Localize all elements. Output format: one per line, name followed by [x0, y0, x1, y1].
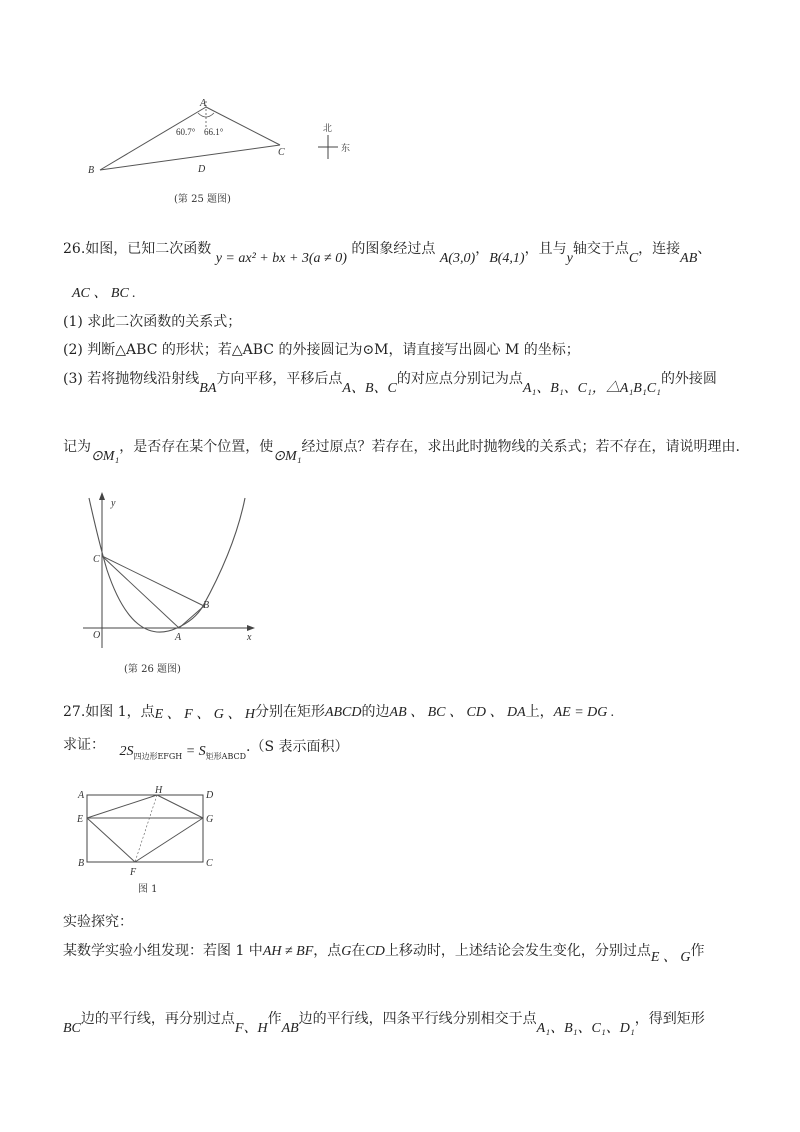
segment-ac — [206, 107, 280, 145]
q26-sub3 — [63, 370, 717, 396]
label-e: E — [77, 814, 84, 825]
label-o: O — [93, 630, 101, 641]
label-f: F — [130, 867, 137, 878]
q27-para2-bc: BC — [63, 1021, 81, 1036]
q26-sub3-pts1: A₁、B₁、C₁，△A₁B₁C₁ — [522, 381, 661, 396]
q26-number: 26. — [63, 241, 86, 257]
q27-para1-cd: CD — [365, 944, 385, 959]
q27-proof-sub-r: 矩形ABCD — [205, 752, 247, 761]
q27-abcd: ABCD — [324, 705, 362, 720]
label-g: G — [206, 814, 214, 825]
q27-para1d: 上移动时，上述结论会发生变化，分别过点 — [384, 943, 651, 959]
q26-text5: ，连接 — [638, 241, 681, 257]
label-x: x — [247, 632, 252, 643]
q27-para1e: 作 — [690, 943, 705, 959]
q27-cond: AE = DG . — [553, 705, 615, 720]
q26-sub1: (1) 求此二次函数的关系式； — [63, 314, 242, 330]
q27-text1: 如图 1，点 — [85, 704, 155, 720]
label-d: D — [206, 790, 214, 801]
q27-sides: AB 、 BC 、 CD 、 DA — [389, 705, 526, 720]
segment-ca — [102, 556, 179, 628]
q27-para1 — [63, 942, 705, 965]
q26-ab: AB — [680, 251, 698, 266]
label-b: B — [203, 600, 210, 611]
q26-m1-b: ⊙M₁ — [273, 449, 302, 464]
label-h: H — [155, 785, 163, 796]
q26-m1-a: ⊙M₁ — [91, 449, 120, 464]
q26-text3: ，且与 — [524, 241, 567, 257]
figure-25-caption: (第 25 题图) — [174, 194, 231, 205]
q27-para2c: 边的平行线，四条平行线分别相交于点 — [298, 1011, 537, 1027]
angle-right-label: 66.1° — [204, 127, 224, 137]
x-axis-arrow — [247, 625, 255, 631]
q27-line1 — [63, 703, 614, 722]
angle-left-label: 60.7° — [176, 127, 196, 137]
label-a: A — [78, 790, 85, 801]
q26-sub3a: (3) 若将抛物线沿射线 — [63, 371, 200, 387]
q27-para1-ah: AH ≠ BF — [262, 944, 314, 959]
q27-number: 27. — [63, 704, 86, 720]
segment-eh — [87, 795, 157, 818]
q26-sep: ， — [475, 241, 490, 257]
q27-proof-note: .（S 表示面积） — [246, 739, 349, 755]
segment-fg — [135, 818, 203, 862]
label-c: C — [278, 147, 285, 158]
figure-1-caption: 图 1 — [138, 884, 158, 895]
segment-ef — [87, 818, 135, 862]
label-b: B — [88, 165, 95, 176]
q26-text1: 如图，已知二次函数 — [85, 241, 212, 257]
q27-points: E 、 F 、 G 、 H — [154, 707, 255, 722]
q26-sub3-ba: BA — [199, 381, 217, 396]
q26-sub3b: 方向平移，平移后点 — [216, 371, 343, 387]
q27-para2b: 作 — [267, 1011, 282, 1027]
label-a: A — [175, 632, 182, 643]
q27-text2: 分别在矩形 — [254, 704, 325, 720]
q27-text3: 的边 — [361, 704, 390, 720]
y-axis-arrow — [99, 492, 105, 500]
q26-dun: 、 — [697, 241, 712, 257]
q27-para1b: ，点 — [313, 943, 342, 959]
q27-para1a: 某数学实验小组发现：若图 1 中 — [63, 943, 263, 959]
segment-hg — [157, 795, 203, 818]
q26-line1 — [63, 240, 712, 266]
segment-bc — [100, 145, 280, 170]
segment-ab — [100, 107, 206, 170]
q27-para1-g: G — [341, 944, 352, 959]
q26-line4c: 经过原点？若存在，求出此时抛物线的关系式；若不存在，请说明理由. — [301, 439, 740, 455]
compass-east: 东 — [341, 143, 351, 153]
label-y: y — [111, 498, 116, 509]
figure-25 — [80, 95, 380, 205]
q27-para1c: 在 — [351, 943, 366, 959]
q26-point-a: A(3,0) — [439, 251, 476, 266]
q26-text2: 的图象经过点 — [351, 241, 436, 257]
label-d: D — [198, 164, 206, 175]
q26-sub2: (2) 判断△ABC 的形状；若△ABC 的外接圆记为⊙M，请直接写出圆心 M 的坐标； — [63, 342, 580, 358]
q26-c: C — [628, 251, 639, 266]
label-c: C — [93, 554, 100, 565]
q26-point-b: B(4,1) — [489, 251, 525, 266]
figure-26-caption: (第 26 题图) — [124, 664, 181, 675]
q26-formula: y = ax² + bx + 3(a ≠ 0) — [215, 251, 347, 266]
q27-para1-eg: E 、 G — [650, 950, 691, 965]
q26-line2: AC 、 BC . — [72, 286, 136, 301]
figure-1 — [75, 785, 225, 890]
segment-hf — [135, 795, 157, 862]
q26-line4a: 记为 — [63, 439, 91, 455]
q27-proof — [63, 736, 349, 761]
q27-text4: 上， — [525, 704, 554, 720]
q26-line4 — [63, 438, 740, 464]
segment-ab — [179, 606, 204, 628]
q26-text4: 轴交于点 — [572, 241, 629, 257]
q26-line4b: ，是否存在某个位置，使 — [119, 439, 274, 455]
q27-explore-heading: 实验探究： — [63, 914, 133, 930]
q27-proof-lhs: 2S — [119, 744, 134, 759]
q26-sub3c: 的对应点分别记为点 — [396, 371, 523, 387]
figure-26 — [75, 488, 275, 653]
q27-proof-eq: = S — [182, 744, 206, 759]
segment-cb — [102, 556, 204, 606]
compass-north: 北 — [323, 123, 333, 133]
q27-para2 — [63, 1010, 705, 1036]
q27-proof-label: 求证： — [63, 737, 105, 753]
q27-para2-fh: F、H — [234, 1021, 268, 1036]
label-b: B — [78, 858, 85, 869]
rectangle-abcd — [87, 795, 203, 862]
label-c: C — [206, 858, 213, 869]
q26-sub3-pts: A、B、C — [342, 381, 397, 396]
label-a: A — [200, 98, 207, 109]
q27-para2a: 边的平行线，再分别过点 — [80, 1011, 235, 1027]
q26-y: y — [566, 251, 573, 266]
q27-para2d: ，得到矩形 — [634, 1011, 705, 1027]
q27-proof-sub-l: 四边形EFGH — [133, 752, 183, 761]
q27-para2-ab: AB — [281, 1021, 299, 1036]
q27-para2-pts: A₁、B₁、C₁、D₁ — [536, 1021, 635, 1036]
q26-sub3d: 的外接圆 — [660, 371, 717, 387]
